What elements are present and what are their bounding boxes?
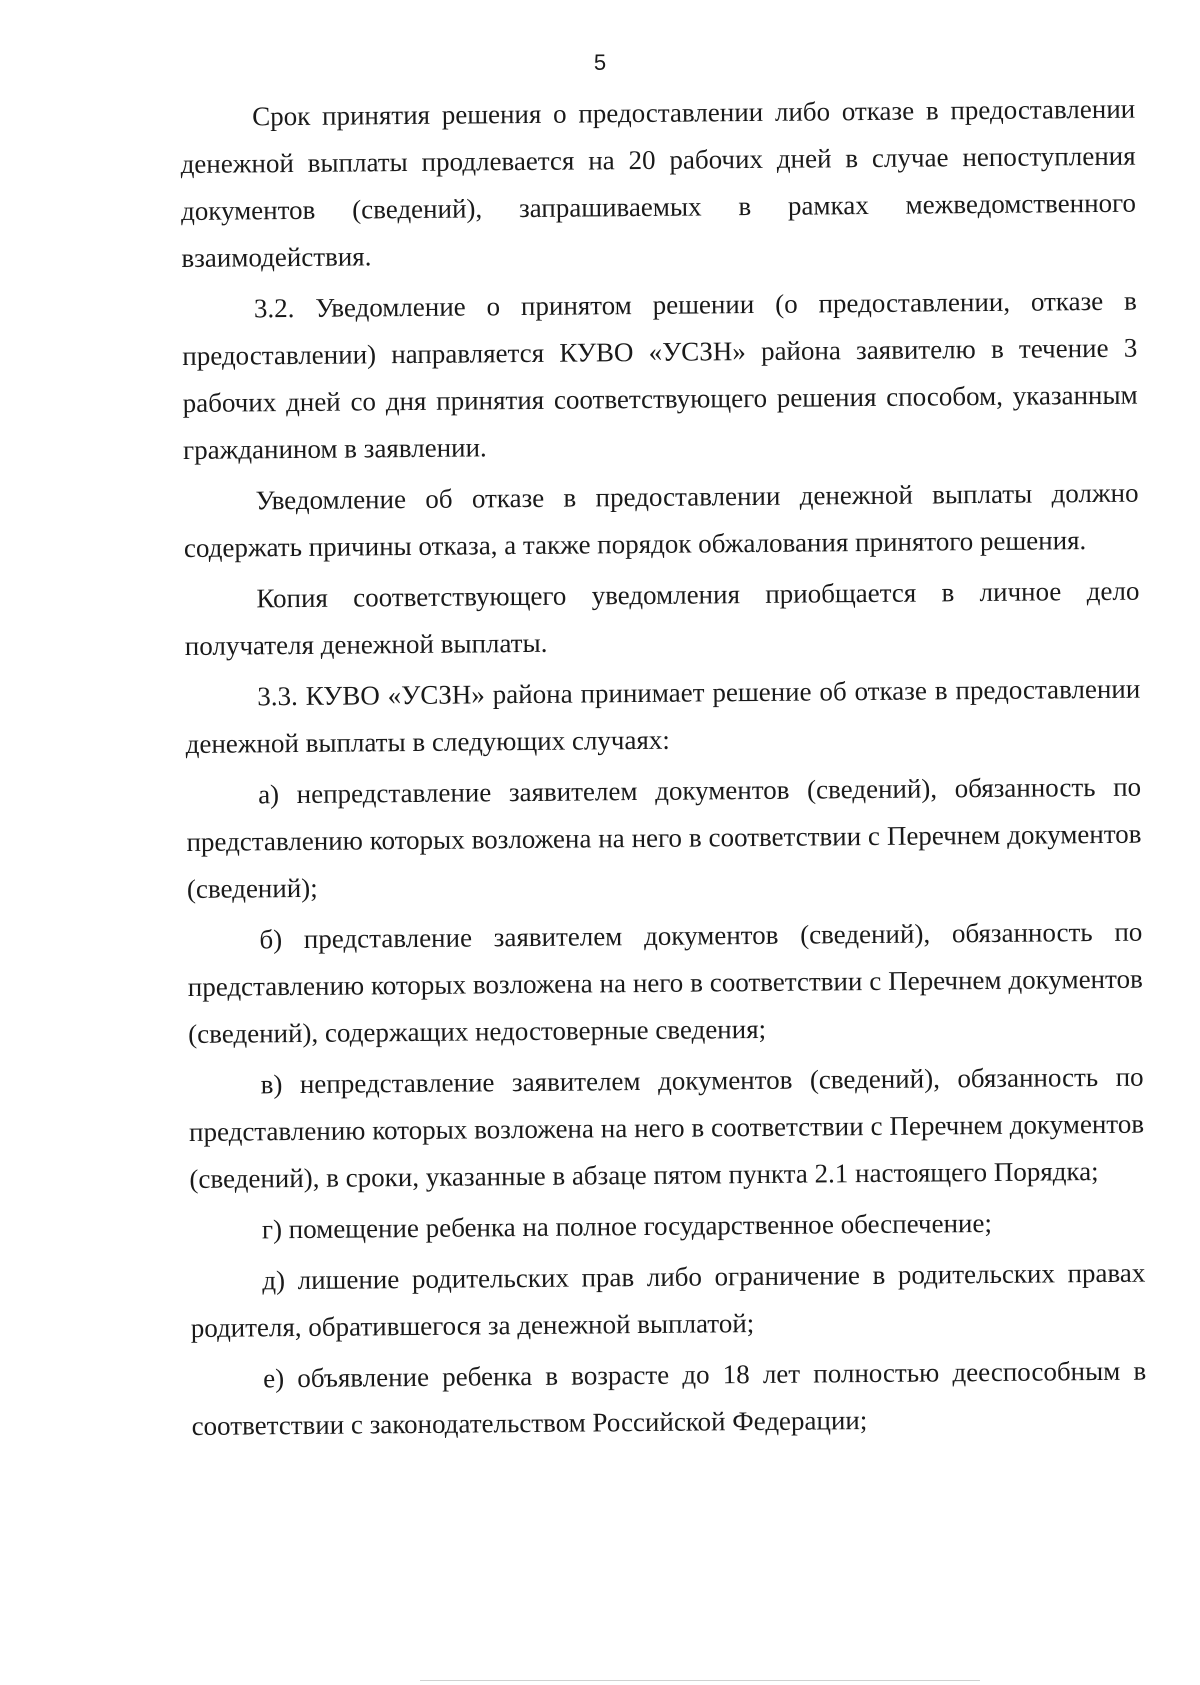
list-item-v: в) непредставление заявителем документов (сведений), обязанность по представлению которых возложена на него в соответствии с Перечнем документов (сведений), в сроки, указанные в абзаце пятом пункта 2.1 настоящего Порядка; — [188, 1061, 1145, 1194]
list-item-g: г) помещение ребенка на полное государственное обеспечение; — [261, 1207, 993, 1245]
list-item-a: а) непредставление заявителем документов (сведений), обязанность по представлению которых возложена на него в соответствии с Перечнем документов (сведений); — [186, 771, 1142, 904]
page-number: 5 — [593, 50, 607, 75]
document-body — [180, 86, 1147, 1454]
paragraph-notice-copy: Копия соответствующего уведомления приобщается в личное дело получателя денежной выплаты. — [184, 575, 1140, 661]
list-item-e: е) объявление ребенка в возрасте до 18 лет полностью дееспособным в соответствии с законодательством Российской Федерации; — [191, 1355, 1147, 1441]
list-item-d: д) лишение родительских прав либо ограничение в родительских правах родителя, обратившегося за денежной выплатой; — [190, 1257, 1146, 1343]
paragraph-decision-term: Срок принятия решения о предоставлении либо отказе в предоставлении денежной выплаты продлевается на 20 рабочих дней в случае непоступления документов (сведений), запрашиваемых в рамках межведомственного взаимодействия. — [180, 93, 1137, 273]
paragraph-refusal-notice: Уведомление об отказе в предоставлении денежной выплаты должно содержать причины отказа, а также порядок обжалования принятого решения. — [183, 477, 1139, 563]
list-item-b: б) представление заявителем документов (сведений), обязанность по представлению которых возложена на него в соответствии с Перечнем документов (сведений), содержащих недостоверные сведения; — [187, 916, 1143, 1049]
bottom-scan-edge — [420, 1680, 980, 1681]
paragraph-3-2-notification: 3.2. Уведомление о принятом решении (о предоставлении, отказе в предоставлении) направляется КУВО «УСЗН» района заявителю в течение 3 рабочих дней со дня принятия соответствующего решения способом, указанным гражданином в заявлении. — [182, 285, 1138, 465]
paragraph-3-3-refusal: 3.3. КУВО «УСЗН» района принимает решение об отказе в предоставлении денежной выплаты в следующих случаях: — [185, 673, 1141, 759]
